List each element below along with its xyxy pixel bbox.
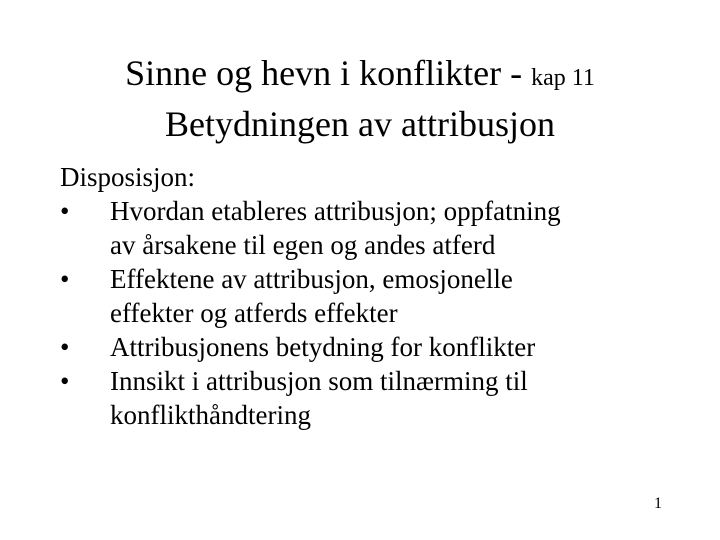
bullet-line: Attribusjonens betydning for konflikter: [110, 332, 536, 362]
bullet-line: effekter og atferds effekter: [110, 298, 398, 328]
bullet-icon: •: [60, 196, 70, 226]
title-main-text: Sinne og hevn i konflikter -: [125, 53, 532, 93]
bullet-text: [110, 262, 680, 330]
bullet-icon: •: [60, 264, 70, 294]
list-item: [60, 330, 680, 364]
title-chapter-text: kap 11: [531, 65, 595, 91]
content-heading: Disposisjon:: [60, 162, 196, 192]
slide-title: [60, 50, 660, 147]
title-line-2: Betydningen av attribusjon: [165, 104, 555, 144]
title-line-1: [60, 50, 660, 101]
bullet-line: Innsikt i attribusjon som tilnærming til: [110, 366, 528, 396]
bullet-line: Effektene av attribusjon, emosjonelle: [110, 264, 513, 294]
bullet-text: [110, 364, 680, 432]
bullet-line: konflikthåndtering: [110, 400, 311, 430]
bullet-icon: •: [60, 366, 70, 396]
list-item: [60, 262, 680, 330]
bullet-icon: •: [60, 332, 70, 362]
page-number: 1: [654, 495, 662, 512]
slide-content: [60, 160, 680, 432]
bullet-text: [110, 194, 680, 262]
list-item: [60, 194, 680, 262]
bullet-line: Hvordan etableres attribusjon; oppfatning: [110, 196, 561, 226]
bullet-list: [60, 194, 680, 432]
bullet-text: [110, 330, 680, 364]
list-item: [60, 364, 680, 432]
bullet-line: av årsakene til egen og andes atferd: [110, 230, 496, 260]
